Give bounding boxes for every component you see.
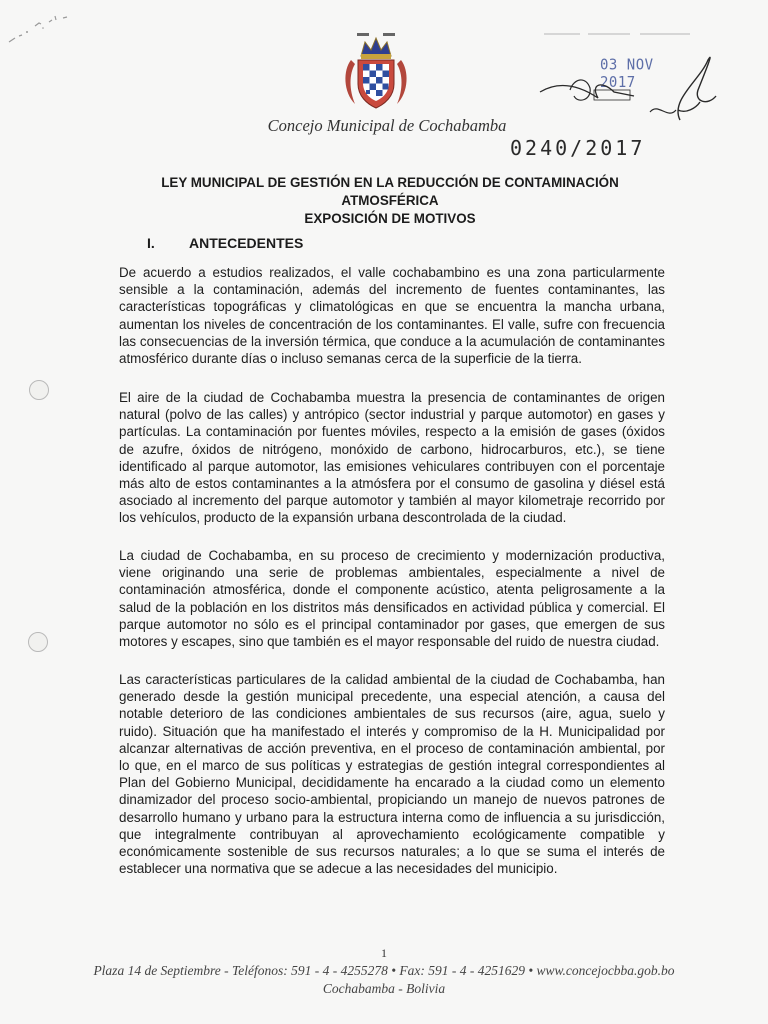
paragraph: El aire de la ciudad de Cochabamba muestra la presencia de contaminantes de origen natural (polvo de las calles) y antrópico (sector industrial y parque automotor) en gases y partículas. La contaminación por fuentes móviles, respecto a la emisión de gases (óxidos de azufre, óxidos de nitrógeno, monóxido de carbono, hidrocarburos, etc.), se tiene identificado al parque automotor, las emisiones vehiculares contribuyen con el porcentaje más alto de estos contaminantes a la atmósfera por el consumo de gasolina y diésel está asociado al incremento del parque automotor y también al mayor kilometraje recorrido por los vehículos, producto de la expansión urbana descontrolada de la ciudad. [119, 390, 665, 526]
law-title-line-1: LEY MUNICIPAL DE GESTIÓN EN LA REDUCCIÓN DE CONTAMINACIÓN [161, 175, 619, 190]
law-title-line-2: ATMOSFÉRICA [341, 193, 439, 208]
document-number: 0240/2017 [510, 136, 646, 160]
footer-contact-line: Plaza 14 de Septiembre - Teléfonos: 591 - 4 - 4255278 • Fax: 591 - 4 - 4251629 • www.concejocbba.gob.bo [93, 963, 675, 978]
reception-date-stamp: 03 NOV 2017 [600, 56, 654, 92]
paragraph: La ciudad de Cochabamba, en su proceso de crecimiento y modernización productiva, viene originando una serie de problemas ambientales, especialmente a nivel de contaminación atmosférica, donde el componente acústico, atenta peligrosamente a la salud de la población en los distritos más densificados en actividad pública y comercial. El parque automotor no sólo es el principal contaminador por gases, que emergen de sus motores y escapes, sino que también es el mayor responsable del ruido de nuestra ciudad. [119, 548, 665, 650]
law-title-line-3: EXPOSICIÓN DE MOTIVOS [304, 211, 476, 226]
section-number: I. [147, 235, 155, 251]
law-title [110, 174, 670, 228]
paragraph: Las características particulares de la calidad ambiental de la ciudad de Cochabamba, han generado desde la gestión municipal precedente, una especial atención, a causa del notable deterioro de las condiciones ambientales de sus recursos (aire, agua, suelo y ruido). Situación que ha manifestado el interés y compromiso de la H. Municipalidad por alcanzar alternativas de acción preventiva, en el proceso de contaminación ambiental, por lo que, en el marco de sus políticas y estrategias de gestión integral correspondientes al Plan del Gobierno Municipal, decididamente ha encarado a la ciudad como un elemento dinamizador del proceso socio-ambiental, propiciando un manejo de nuevos patrones de desarrollo humano y urbano para la estructura interna como de influencia a su jurisdicción, que integralmente contribuyan al aprovechamiento ecológicamente compatible y económicamente sostenible de sus recursos naturales; a lo que se suma el interés de establecer una normativa que se adecue a las necesidades del municipio. [119, 672, 665, 877]
paragraph: De acuerdo a estudios realizados, el valle cochabambino es una zona particularmente sensible a la contaminación, además del incremento de fuentes contaminantes, las características topográficas y climatológicas en que se encuentra la mancha urbana, aumentan los niveles de concentración de los contaminantes. El valle, sufre con frecuencia las consecuencias de la inversión térmica, que conduce a la acumulación de contaminantes atmosférico durante días o incluso semanas cerca de la superficie de la tierra. [119, 265, 665, 367]
footer-location-line: Cochabamba - Bolivia [322, 981, 446, 996]
scan-specks [5, 8, 75, 48]
council-name: Concejo Municipal de Cochabamba [267, 116, 507, 135]
handwritten-signature [530, 40, 730, 140]
section-title: ANTECEDENTES [189, 235, 304, 251]
binder-hole [28, 632, 48, 652]
coat-of-arms-icon [341, 30, 411, 114]
binder-hole [29, 380, 49, 400]
section-heading [147, 235, 303, 251]
page-number: 1 [381, 946, 387, 960]
